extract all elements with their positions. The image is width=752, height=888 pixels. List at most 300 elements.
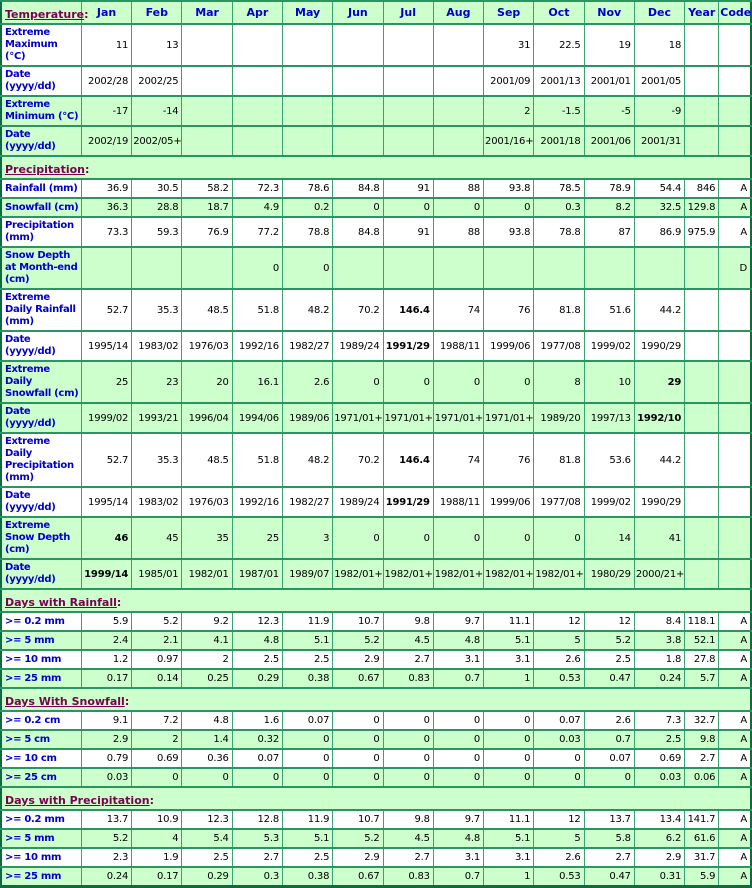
section-colon: :: [84, 8, 89, 21]
year-cell: [685, 66, 719, 96]
data-cell: 1988/11: [433, 487, 483, 517]
data-cell: 30.5: [132, 179, 182, 198]
data-cell: 9.7: [433, 810, 483, 829]
data-cell: 1982/01: [182, 559, 232, 589]
data-cell: [132, 247, 182, 289]
data-cell: 2: [182, 650, 232, 669]
data-cell: 0: [433, 198, 483, 217]
data-cell: 88: [433, 217, 483, 247]
data-cell: 1999/02: [584, 487, 634, 517]
data-cell: 22.5: [534, 24, 584, 66]
year-cell: 9.8: [685, 730, 719, 749]
data-cell: [584, 247, 634, 289]
data-cell: 0: [333, 768, 383, 787]
data-cell: 2001/01: [584, 66, 634, 96]
data-cell: 45: [132, 517, 182, 559]
data-cell: 1.8: [634, 650, 684, 669]
data-cell: [282, 96, 332, 126]
data-cell: [182, 126, 232, 156]
data-cell: [634, 247, 684, 289]
data-cell: 0.07: [232, 749, 282, 768]
column-header-sep: Sep: [484, 1, 534, 24]
data-cell: 91: [383, 179, 433, 198]
data-cell: 0.07: [282, 711, 332, 730]
column-header-jan: Jan: [81, 1, 131, 24]
temperature-header-cell: [1, 1, 89, 24]
data-cell: 52.7: [81, 433, 131, 487]
data-cell: 1994/06: [232, 403, 282, 433]
table-row: [1, 289, 751, 331]
data-cell: [484, 247, 534, 289]
data-cell: 0.47: [584, 867, 634, 887]
data-cell: 0.14: [132, 669, 182, 688]
data-cell: [333, 96, 383, 126]
data-cell: [333, 24, 383, 66]
section-colon: :: [84, 163, 90, 176]
data-cell: 51.6: [584, 289, 634, 331]
row-label-25-mm: >= 25 mm: [1, 867, 81, 887]
data-cell: 0: [383, 517, 433, 559]
data-cell: 35.3: [132, 433, 182, 487]
year-cell: [685, 559, 719, 589]
data-cell: 2001/13: [534, 66, 584, 96]
table-row: [1, 217, 751, 247]
data-cell: 1992/16: [232, 487, 282, 517]
data-cell: 1980/29: [584, 559, 634, 589]
data-cell: [433, 66, 483, 96]
year-cell: 0.06: [685, 768, 719, 787]
data-cell: -9: [634, 96, 684, 126]
data-cell: 0.3: [232, 867, 282, 887]
data-cell: [333, 66, 383, 96]
data-cell: 5.8: [584, 829, 634, 848]
data-cell: 74: [433, 289, 483, 331]
table-row: [1, 198, 751, 217]
data-cell: 0.29: [232, 669, 282, 688]
data-cell: 0.83: [383, 669, 433, 688]
row-label-snowfall-cm: Snowfall (cm): [1, 198, 81, 217]
row-label-precipitation-mm: Precipitation (mm): [1, 217, 81, 247]
data-cell: 0: [484, 711, 534, 730]
data-cell: 48.2: [282, 433, 332, 487]
code-cell: A: [719, 631, 751, 650]
code-cell: A: [719, 730, 751, 749]
data-cell: 2.1: [132, 631, 182, 650]
data-cell: 8.4: [634, 612, 684, 631]
data-cell: 2.6: [534, 848, 584, 867]
data-cell: 48.5: [182, 433, 232, 487]
column-header-mar: Mar: [182, 1, 232, 24]
data-cell: 5: [534, 829, 584, 848]
data-cell: 1982/01+: [333, 559, 383, 589]
data-cell: 2002/19: [81, 126, 131, 156]
row-label-snow-depth-at-month-end-cm: Snow Depth at Month-end (cm): [1, 247, 81, 289]
data-cell: 76: [484, 289, 534, 331]
data-cell: 1982/01+: [484, 559, 534, 589]
data-cell: 5.9: [81, 612, 131, 631]
data-cell: 2.6: [534, 650, 584, 669]
code-cell: [719, 126, 751, 156]
data-cell: 2001/09: [484, 66, 534, 96]
table-body: [1, 24, 751, 887]
year-cell: [685, 331, 719, 361]
column-header-aug: Aug: [433, 1, 483, 24]
data-cell: 76.9: [182, 217, 232, 247]
section-header-days-with-precipitation: [1, 787, 751, 810]
data-cell: 0: [534, 768, 584, 787]
row-label-5-mm: >= 5 mm: [1, 829, 81, 848]
data-cell: 0.07: [534, 711, 584, 730]
data-cell: 87: [584, 217, 634, 247]
row-label-date-yyyy-dd: Date (yyyy/dd): [1, 126, 81, 156]
data-cell: 1999/14: [81, 559, 131, 589]
code-cell: A: [719, 217, 751, 247]
data-cell: 0: [333, 198, 383, 217]
table-row: [1, 403, 751, 433]
data-cell: 2.3: [81, 848, 131, 867]
data-cell: 48.5: [182, 289, 232, 331]
data-cell: 3: [282, 517, 332, 559]
data-cell: 7.2: [132, 711, 182, 730]
data-cell: 1983/02: [132, 487, 182, 517]
data-cell: 1992/10: [634, 403, 684, 433]
data-cell: 2.5: [232, 650, 282, 669]
data-cell: [433, 126, 483, 156]
data-cell: [333, 247, 383, 289]
table-row: [1, 867, 751, 887]
row-label-5-mm: >= 5 mm: [1, 631, 81, 650]
data-cell: 1992/16: [232, 331, 282, 361]
row-label-10-cm: >= 10 cm: [1, 749, 81, 768]
data-cell: 10: [584, 361, 634, 403]
data-cell: 2000/21+: [634, 559, 684, 589]
code-cell: [719, 361, 751, 403]
data-cell: 0.83: [383, 867, 433, 887]
data-cell: 0: [182, 768, 232, 787]
data-cell: 5.4: [182, 829, 232, 848]
data-cell: 2.9: [333, 650, 383, 669]
data-cell: 3.1: [484, 650, 534, 669]
year-cell: 32.7: [685, 711, 719, 730]
column-header-jun: Jun: [333, 1, 383, 24]
data-cell: 1977/08: [534, 331, 584, 361]
data-cell: 13.7: [584, 810, 634, 829]
data-cell: 0: [433, 768, 483, 787]
code-cell: [719, 559, 751, 589]
data-cell: 2.5: [182, 848, 232, 867]
data-cell: 1971/01+: [383, 403, 433, 433]
data-cell: 4: [132, 829, 182, 848]
data-cell: 2.6: [282, 361, 332, 403]
section-row-days-with-rainfall: [1, 589, 751, 612]
data-cell: 44.2: [634, 289, 684, 331]
data-cell: 0: [282, 247, 332, 289]
data-cell: 52.7: [81, 289, 131, 331]
data-cell: 1.9: [132, 848, 182, 867]
data-cell: 0: [282, 749, 332, 768]
data-cell: 73.3: [81, 217, 131, 247]
data-cell: 1990/29: [634, 331, 684, 361]
data-cell: 0.7: [584, 730, 634, 749]
data-cell: [433, 247, 483, 289]
row-label-extreme-snow-depth-cm: Extreme Snow Depth (cm): [1, 517, 81, 559]
data-cell: 32.5: [634, 198, 684, 217]
data-cell: 51.8: [232, 289, 282, 331]
row-label-extreme-minimum-c: Extreme Minimum (°C): [1, 96, 81, 126]
year-cell: 61.6: [685, 829, 719, 848]
year-cell: 2.7: [685, 749, 719, 768]
row-label-rainfall-mm: Rainfall (mm): [1, 179, 81, 198]
data-cell: 0.25: [182, 669, 232, 688]
data-cell: 2.4: [81, 631, 131, 650]
data-cell: 3.1: [433, 848, 483, 867]
data-cell: [383, 96, 433, 126]
data-cell: [232, 66, 282, 96]
data-cell: 11: [81, 24, 131, 66]
year-cell: 5.9: [685, 867, 719, 887]
data-cell: 53.6: [584, 433, 634, 487]
data-cell: 36.9: [81, 179, 131, 198]
data-cell: 2.7: [383, 650, 433, 669]
data-cell: 18.7: [182, 198, 232, 217]
data-cell: 0: [333, 749, 383, 768]
data-cell: 0.03: [81, 768, 131, 787]
data-cell: 18: [634, 24, 684, 66]
data-cell: 0.7: [433, 867, 483, 887]
code-cell: A: [719, 829, 751, 848]
data-cell: 9.1: [81, 711, 131, 730]
data-cell: 10.7: [333, 810, 383, 829]
data-cell: 0: [433, 517, 483, 559]
data-cell: 2.7: [584, 848, 634, 867]
section-link-days-with-precipitation[interactable]: Days with Precipitation: [5, 794, 150, 807]
table-row: [1, 487, 751, 517]
section-header-days-with-snowfall: [1, 688, 751, 711]
data-cell: 78.6: [282, 179, 332, 198]
data-cell: 51.8: [232, 433, 282, 487]
data-cell: 1991/29: [383, 487, 433, 517]
data-cell: 78.8: [534, 217, 584, 247]
column-header-code: Code: [719, 1, 751, 24]
section-colon: :: [149, 794, 155, 807]
data-cell: 23: [132, 361, 182, 403]
code-cell: [719, 487, 751, 517]
data-cell: 0.53: [534, 669, 584, 688]
year-cell: [685, 517, 719, 559]
code-cell: A: [719, 669, 751, 688]
data-cell: 4.8: [433, 829, 483, 848]
data-cell: 2.7: [383, 848, 433, 867]
year-cell: [685, 403, 719, 433]
data-cell: 0: [383, 198, 433, 217]
data-cell: [433, 96, 483, 126]
column-header-apr: Apr: [232, 1, 282, 24]
data-cell: [282, 66, 332, 96]
data-cell: 0: [484, 198, 534, 217]
table-row: [1, 559, 751, 589]
data-cell: 1.2: [81, 650, 131, 669]
data-cell: 46: [81, 517, 131, 559]
section-colon: :: [116, 596, 122, 609]
data-cell: 0.03: [534, 730, 584, 749]
data-cell: 5.1: [484, 829, 534, 848]
data-cell: 12: [534, 612, 584, 631]
data-cell: 2001/18: [534, 126, 584, 156]
row-label-25-cm: >= 25 cm: [1, 768, 81, 787]
data-cell: 78.8: [282, 217, 332, 247]
column-header-year: Year: [685, 1, 719, 24]
table-row: [1, 650, 751, 669]
data-cell: 84.8: [333, 217, 383, 247]
data-cell: 2.5: [634, 730, 684, 749]
data-cell: 1983/02: [132, 331, 182, 361]
data-cell: 0.24: [634, 669, 684, 688]
table-header-row: [1, 1, 751, 24]
data-cell: 86.9: [634, 217, 684, 247]
data-cell: 1971/01+: [333, 403, 383, 433]
data-cell: 2.5: [584, 650, 634, 669]
data-cell: 1989/06: [282, 403, 332, 433]
data-cell: 81.8: [534, 433, 584, 487]
row-label-10-mm: >= 10 mm: [1, 650, 81, 669]
data-cell: 1995/14: [81, 487, 131, 517]
data-cell: 0: [333, 711, 383, 730]
data-cell: 0: [433, 730, 483, 749]
data-cell: 1977/08: [534, 487, 584, 517]
data-cell: 74: [433, 433, 483, 487]
data-cell: 0: [333, 517, 383, 559]
data-cell: [232, 96, 282, 126]
data-cell: 6.2: [634, 829, 684, 848]
data-cell: 2: [132, 730, 182, 749]
data-cell: 5.1: [282, 631, 332, 650]
data-cell: 5.1: [282, 829, 332, 848]
row-label-date-yyyy-dd: Date (yyyy/dd): [1, 66, 81, 96]
year-cell: 52.1: [685, 631, 719, 650]
row-label-0-2-mm: >= 0.2 mm: [1, 810, 81, 829]
section-link-temperature[interactable]: Temperature: [5, 8, 85, 21]
section-header-precipitation: [1, 156, 751, 179]
section-link-precipitation[interactable]: Precipitation: [5, 163, 85, 176]
data-cell: 0: [584, 768, 634, 787]
data-cell: 0.7: [433, 669, 483, 688]
data-cell: -17: [81, 96, 131, 126]
data-cell: 1997/13: [584, 403, 634, 433]
data-cell: 2.9: [634, 848, 684, 867]
code-cell: A: [719, 848, 751, 867]
section-link-days-with-rainfall[interactable]: Days with Rainfall: [5, 596, 117, 609]
section-row-precipitation: [1, 156, 751, 179]
data-cell: 13.4: [634, 810, 684, 829]
data-cell: 0: [232, 247, 282, 289]
data-cell: 5.2: [333, 829, 383, 848]
data-cell: 11.1: [484, 810, 534, 829]
data-cell: 9.7: [433, 612, 483, 631]
data-cell: 48.2: [282, 289, 332, 331]
data-cell: 2002/25: [132, 66, 182, 96]
data-cell: 0: [282, 768, 332, 787]
data-cell: [534, 247, 584, 289]
section-link-days-with-snowfall[interactable]: Days With Snowfall: [5, 695, 125, 708]
data-cell: 11.9: [282, 612, 332, 631]
data-cell: 12: [584, 612, 634, 631]
data-cell: 1.6: [232, 711, 282, 730]
data-cell: 1989/24: [333, 487, 383, 517]
data-cell: 1.4: [182, 730, 232, 749]
section-row-days-with-precipitation: [1, 787, 751, 810]
data-cell: 1976/03: [182, 487, 232, 517]
data-cell: 1: [484, 669, 534, 688]
table-row: [1, 848, 751, 867]
data-cell: 93.8: [484, 217, 534, 247]
data-cell: [182, 247, 232, 289]
table-row: [1, 749, 751, 768]
data-cell: 13: [132, 24, 182, 66]
data-cell: -1.5: [534, 96, 584, 126]
data-cell: 1999/06: [484, 331, 534, 361]
data-cell: 1: [484, 867, 534, 887]
data-cell: 146.4: [383, 289, 433, 331]
data-cell: 70.2: [333, 289, 383, 331]
data-cell: 2.6: [584, 711, 634, 730]
data-cell: 1991/29: [383, 331, 433, 361]
year-cell: [685, 487, 719, 517]
code-cell: A: [719, 198, 751, 217]
code-cell: A: [719, 711, 751, 730]
data-cell: 9.2: [182, 612, 232, 631]
data-cell: 0.24: [81, 867, 131, 887]
table-row: [1, 829, 751, 848]
code-cell: A: [719, 650, 751, 669]
data-cell: 1971/01+: [484, 403, 534, 433]
data-cell: 2002/28: [81, 66, 131, 96]
data-cell: [232, 24, 282, 66]
code-cell: A: [719, 867, 751, 887]
row-label-0-2-mm: >= 0.2 mm: [1, 612, 81, 631]
table-row: [1, 612, 751, 631]
data-cell: 1982/01+: [383, 559, 433, 589]
data-cell: 0: [484, 361, 534, 403]
data-cell: 91: [383, 217, 433, 247]
data-cell: 5: [534, 631, 584, 650]
data-cell: 4.5: [383, 829, 433, 848]
data-cell: 1982/27: [282, 331, 332, 361]
data-cell: 5.1: [484, 631, 534, 650]
column-header-dec: Dec: [634, 1, 684, 24]
data-cell: 2.5: [282, 848, 332, 867]
data-cell: 1990/29: [634, 487, 684, 517]
table-row: [1, 126, 751, 156]
data-cell: 14: [584, 517, 634, 559]
data-cell: [182, 96, 232, 126]
code-cell: [719, 66, 751, 96]
data-cell: 0.67: [333, 669, 383, 688]
code-cell: [719, 96, 751, 126]
data-cell: 58.2: [182, 179, 232, 198]
data-cell: 146.4: [383, 433, 433, 487]
data-cell: 36.3: [81, 198, 131, 217]
code-cell: [719, 331, 751, 361]
data-cell: 4.5: [383, 631, 433, 650]
data-cell: -5: [584, 96, 634, 126]
data-cell: 2001/06: [584, 126, 634, 156]
data-cell: 0.31: [634, 867, 684, 887]
code-cell: A: [719, 749, 751, 768]
year-cell: [685, 126, 719, 156]
code-cell: [719, 517, 751, 559]
table-row: [1, 361, 751, 403]
data-cell: 93.8: [484, 179, 534, 198]
